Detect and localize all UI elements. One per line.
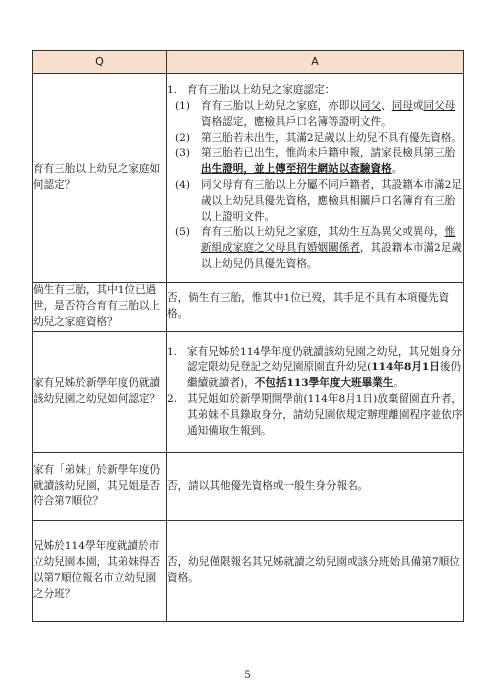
answer-cell: 否，幼兒僅限報名其兄姊就讀之幼兒園或該分班始具備第7順位資格。	[167, 521, 464, 622]
sub-item: (5) 育有三胎以上幼兒之家庭，其幼生互為異父或異母，惟新組成家庭之父母具有婚姻關係者，其設籍本市滿2足歲以上幼兒仍具優先資格。	[175, 226, 462, 270]
answer-cell	[167, 332, 464, 453]
table-row	[33, 283, 464, 332]
answer-cell: 否，請以其他優先資格或一般生身分報名。	[167, 453, 464, 521]
answer-item: 2. 其兄姐如於新學期開學前(114年8月1日)放棄留園直升者，其弟妹不具錄取身分，請幼兒園依規定辦理離園程序並依序通知備取生報到。	[167, 393, 463, 437]
table-row	[33, 332, 464, 453]
question-cell: 倘生有三胎，其中1位已過世，是否符合育有三胎以上幼兒之家庭資格？	[33, 283, 167, 332]
answer-cell: 否，倘生有三胎，惟其中1位已歿，其手足不具有本項優先資格。	[167, 283, 464, 332]
table-header-row	[33, 51, 464, 74]
page-number: 5	[244, 670, 251, 681]
item-title: 育有三胎以上幼兒之家庭認定：	[187, 84, 336, 97]
question-cell: 家有兄姊於新學年度仍就讀該幼兒園之幼兒如何認定？	[33, 332, 167, 453]
sub-item: (2) 第三胎若未出生，其滿2足歲以上幼兒不具有優先資格。	[175, 131, 462, 144]
answer-item	[167, 83, 463, 99]
sub-item: (4) 同父母育有三胎以上分屬不同戶籍者，其設籍本市滿2足歲以上幼兒具優先資格，應檢具相關戶口名簿育有三胎以上證明文件。	[175, 179, 462, 223]
question-cell: 兄姊於114學年度就讀於市立幼兒園本園，其弟妹得否以第7順位報名市立幼兒園之分班？	[33, 521, 167, 622]
sub-item: (3) 第三胎若已出生，惟尚未戶籍申報，請家長檢具第三胎出生證明，並上傳至招生網站以查驗資格。	[175, 147, 456, 176]
answer-cell	[167, 74, 464, 283]
question-cell: 家有「弟妹」於新學年度仍就讀該幼兒園，其兄姐是否符合第7順位？	[33, 453, 167, 521]
sub-item: (1) 育有三胎以上幼兒之家庭，亦即以同父、同母或同父母資格認定，應檢具戶口名簿等證明文件。	[175, 100, 456, 128]
header-a: A	[167, 51, 464, 74]
table-row	[33, 521, 464, 622]
answer-item: 1. 家有兄姊於114學年度仍就讀該幼兒園之幼兒，其兄姐身分認定限幼兒登記之幼兒園原園直升幼兒(114年8月1日後仍繼續就讀者)，不包括113學年度大班畢業生。	[167, 345, 462, 390]
qa-table	[32, 50, 464, 622]
table-row	[33, 453, 464, 521]
question-cell: 育有三胎以上幼兒之家庭如何認定？	[33, 74, 167, 283]
item-number: 1.	[167, 84, 178, 97]
table-row	[33, 74, 464, 283]
header-q: Q	[33, 51, 167, 74]
